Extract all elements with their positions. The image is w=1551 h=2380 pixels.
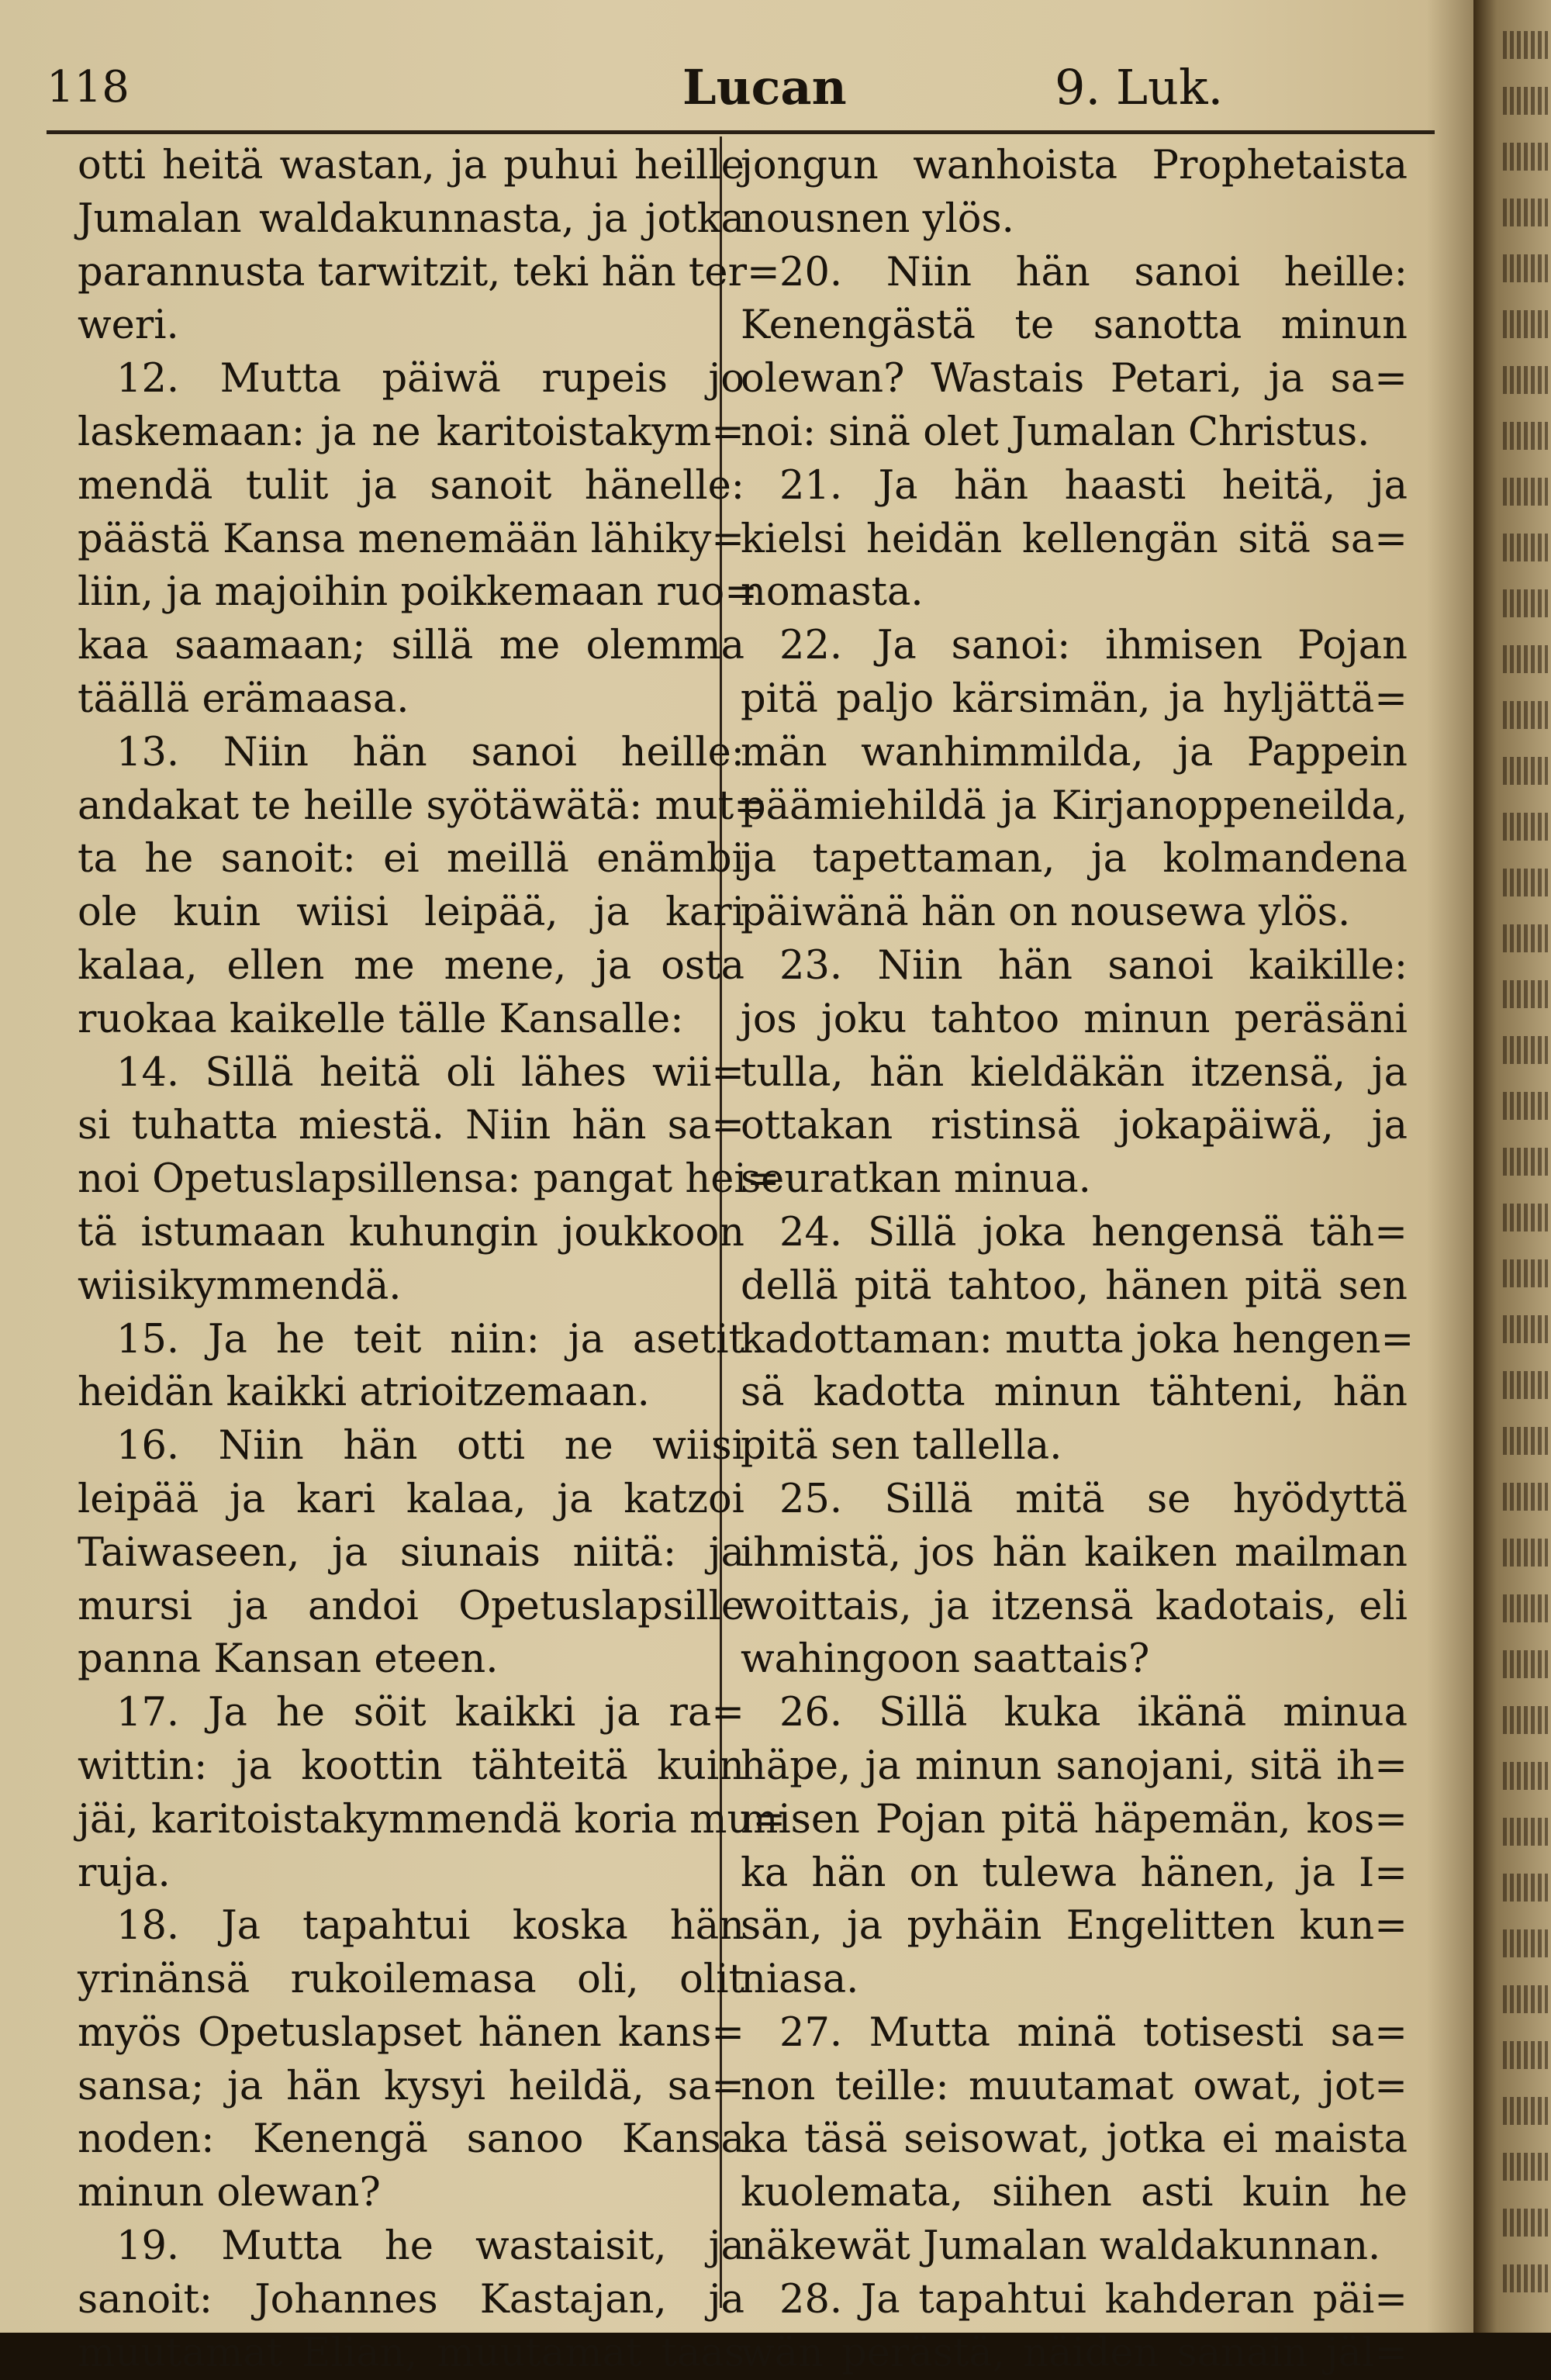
text-line: Taiwaseen, ja siunais niitä: ja (78, 1529, 744, 1576)
text-line: 23. Niin hän sanoi kaikille: (779, 942, 1408, 989)
text-line: 25. Sillä mitä se hyödyttä (779, 1476, 1408, 1522)
adjacent-page-text-fragment (1503, 1706, 1548, 1734)
text-line: seuratkan minua. (741, 1156, 1091, 1203)
text-line: si tuhatta miestä. Niin hän sa= (78, 1103, 744, 1149)
text-line: ottakan ristinsä jokapäiwä, ja (741, 1103, 1408, 1149)
text-line: tä istumaan kuhungin joukkoon (78, 1209, 744, 1256)
text-line: kaa saamaan; sillä me olemma (78, 623, 744, 669)
text-line: sanoit: Johannes Kastajan, ja (78, 2276, 744, 2323)
text-line: 13. Niin hän sanoi heille: (116, 729, 744, 775)
adjacent-page-text-fragment (1503, 1985, 1548, 2013)
adjacent-page-text-fragment (1503, 1092, 1548, 1120)
text-line: Kenengästä te sanotta minun (741, 302, 1408, 349)
adjacent-page-text-fragment (1503, 143, 1548, 171)
adjacent-page-text-fragment (1503, 1315, 1548, 1343)
text-line: andakat te heille syötäwätä: mut= (78, 782, 767, 829)
text-line: minun olewan? (78, 2170, 381, 2216)
text-line: jäi, karitoistakymmendä koria mu= (78, 1796, 786, 1843)
text-line: nousnen ylös. (741, 195, 1014, 242)
adjacent-page-text-fragment (1503, 1427, 1548, 1455)
text-line: ruokaa kaikelle tälle Kansalle: (78, 996, 684, 1042)
running-title: Lucan (682, 59, 847, 116)
text-line: ruja. (78, 1850, 171, 1896)
text-line: noi Opetuslapsillensa: pangat hei= (78, 1156, 780, 1203)
text-line: ka hän on tulewa hänen, ja I= (741, 1850, 1408, 1896)
text-line: päämiehildä ja Kirjanoppeneilda, (741, 782, 1408, 829)
text-line: mursi ja andoi Opetuslapsille (78, 1583, 744, 1629)
text-line: weri. (78, 302, 179, 349)
text-line: sän, ja pyhäin Engelitten kun= (741, 1903, 1408, 1950)
adjacent-page-text-fragment (1503, 1929, 1548, 1957)
text-line: 28. Ja tapahtui kahderan päi= (779, 2276, 1408, 2323)
text-line: mendä tulit ja sanoit hänelle: (78, 462, 744, 509)
page-gutter-shadow (1427, 0, 1473, 2333)
adjacent-page-text-fragment (1503, 1818, 1548, 1846)
adjacent-page-text-fragment (1503, 1204, 1548, 1231)
text-line: 19. Mutta he wastaisit, ja (116, 2223, 744, 2270)
adjacent-page-text-fragment (1503, 1371, 1548, 1399)
text-line: 17. Ja he söit kaikki ja ra= (116, 1690, 744, 1736)
text-line: misen Pojan pitä häpemän, kos= (741, 1796, 1408, 1843)
text-line: noden: Kenengä sanoo Kansa (78, 2116, 744, 2163)
text-line: wiisikymmendä. (78, 1263, 402, 1309)
text-line: näkewät Jumalan waldakunnan. (741, 2223, 1381, 2270)
text-line: olewan? Wastais Petari, ja sa= (741, 356, 1408, 402)
adjacent-page-text-fragment (1503, 757, 1548, 785)
text-line: panna Kansan eteen. (78, 1636, 499, 1683)
running-header (47, 54, 1435, 124)
text-line: wittin: ja koottin tähteitä kuin (78, 1743, 744, 1789)
text-line: ihmistä, jos hän kaiken mailman (741, 1529, 1408, 1576)
text-line: otti heitä wastan, ja puhui heille (78, 143, 744, 188)
text-line: kielsi heidän kellengän sitä sa= (741, 516, 1408, 562)
text-line: 24. Sillä joka hengensä täh= (779, 1209, 1408, 1256)
chapter-label: 9. Luk. (1055, 59, 1224, 116)
adjacent-page-text-fragment (1503, 2209, 1548, 2237)
adjacent-page-text-fragment (1503, 1594, 1548, 1622)
text-line: laskemaan: ja ne karitoistakym= (78, 409, 744, 455)
adjacent-page-text-fragment (1503, 589, 1548, 617)
adjacent-page-text-fragment (1503, 2264, 1548, 2292)
text-line: yrinänsä rukoilemasa oli, olit (78, 1957, 744, 2003)
text-line: 18. Ja tapahtui koska hän (116, 1903, 744, 1950)
text-line: ole kuin wiisi leipää, ja kari (78, 889, 744, 936)
left-column (78, 140, 786, 2380)
text-line: sansa; ja hän kysyi heildä, sa= (78, 2063, 744, 2109)
text-line: woittais, ja itzensä kadotais, eli (741, 1583, 1408, 1629)
text-line: häpe, ja minun sanojani, sitä ih= (741, 1743, 1408, 1789)
text-line: 16. Niin hän otti ne wiisi (116, 1423, 744, 1470)
text-line: ta he sanoit: ei meillä enämbi (78, 836, 744, 883)
text-line: 22. Ja sanoi: ihmisen Pojan (779, 623, 1408, 669)
text-line: kadottaman: mutta joka hengen= (741, 1316, 1415, 1363)
adjacent-page-text-fragment (1503, 1650, 1548, 1678)
text-line: myös Opetuslapset hänen kans= (78, 2009, 744, 2056)
adjacent-page-text-fragment (1503, 701, 1548, 729)
adjacent-page-text-fragment (1503, 1148, 1548, 1176)
text-line: 20. Niin hän sanoi heille: (779, 249, 1408, 295)
text-line: täällä erämaasa. (78, 675, 409, 722)
text-line: ka täsä seisowat, jotka ei maista (741, 2116, 1408, 2163)
text-line: pitä paljo kärsimän, ja hyljättä= (741, 675, 1408, 722)
adjacent-page-text-fragment (1503, 366, 1548, 394)
adjacent-page-text-fragment (1503, 1036, 1548, 1064)
text-line: tulla, hän kieldäkän itzensä, ja (741, 1049, 1408, 1096)
adjacent-page-text-fragment (1503, 813, 1548, 841)
text-line: 14. Sillä heitä oli lähes wii= (116, 1049, 744, 1096)
adjacent-page-text-fragment (1503, 1259, 1548, 1287)
text-line: leipää ja kari kalaa, ja katzoi (78, 1476, 744, 1522)
right-column (741, 140, 1415, 2380)
text-line: sä kadotta minun tähteni, hän (741, 1370, 1408, 1416)
adjacent-page-text-fragment (1503, 869, 1548, 896)
text-line: päiwänä hän on nousewa ylös. (741, 889, 1351, 936)
text-line: 15. Ja he teit niin: ja asetit (116, 1316, 744, 1363)
text-line: 21. Ja hän haasti heitä, ja (779, 462, 1408, 509)
adjacent-page-text-fragment (1503, 980, 1548, 1008)
adjacent-page-text-fragment (1503, 1874, 1548, 1902)
header-rule (47, 130, 1435, 134)
text-line: pitä sen tallella. (741, 1423, 1062, 1470)
text-line: dellä pitä tahtoo, hänen pitä sen (741, 1263, 1408, 1309)
text-line: niasa. (741, 1957, 859, 2003)
text-line: wän perästä, näiden sanain jäl= (741, 2330, 1408, 2376)
adjacent-page-text-fragment (1503, 2097, 1548, 2125)
adjacent-page-text-fragment (1503, 1539, 1548, 1567)
text-line: män wanhimmilda, ja Pappein (741, 729, 1408, 775)
adjacent-page-text-fragment (1503, 31, 1548, 59)
text-line: heidän kaikki atrioitzemaan. (78, 1370, 650, 1416)
text-line: Jumalan waldakunnasta, ja jotka (78, 195, 744, 242)
text-line: jongun wanhoista Prophetaista (741, 143, 1408, 188)
page-number: 118 (47, 62, 130, 112)
text-line: liin, ja majoihin poikkemaan ruo= (78, 569, 758, 616)
adjacent-page-text-fragment (1503, 478, 1548, 506)
text-line: noi: sinä olet Jumalan Christus. (741, 409, 1370, 455)
text-line: 27. Mutta minä totisesti sa= (779, 2009, 1408, 2056)
text-line: ja tapettaman, ja kolmandena (741, 836, 1408, 883)
adjacent-page-text-fragment (1503, 199, 1548, 226)
adjacent-page-text-fragment (1503, 310, 1548, 338)
adjacent-page-text-fragment (1503, 254, 1548, 282)
text-line: päästä Kansa menemään lähiky= (78, 516, 744, 562)
text-line: 26. Sillä kuka ikänä minua (779, 1690, 1408, 1736)
text-line: kuolemata, siihen asti kuin he (741, 2170, 1408, 2216)
adjacent-page-edge (1473, 0, 1551, 2333)
text-line: nomasta. (741, 569, 924, 616)
adjacent-page-text-fragment (1503, 2153, 1548, 2181)
text-line: kalaa, ellen me mene, ja osta (78, 942, 744, 989)
text-line: parannusta tarwitzit, teki hän ter= (78, 249, 780, 295)
adjacent-page-text-fragment (1503, 1762, 1548, 1790)
text-line: muutamat Elian, muutamat taas (78, 2330, 744, 2376)
text-line: non teille: muutamat owat, jot= (741, 2063, 1408, 2109)
adjacent-page-text-fragment (1503, 87, 1548, 115)
adjacent-page-text-fragment (1503, 1483, 1548, 1511)
adjacent-page-text-fragment (1503, 534, 1548, 561)
adjacent-page-text-fragment (1503, 2041, 1548, 2069)
text-line: jos joku tahtoo minun peräsäni (741, 996, 1408, 1042)
adjacent-page-text-fragment (1503, 924, 1548, 952)
adjacent-page-text-fragment (1503, 422, 1548, 450)
text-line: wahingoon saattais? (741, 1636, 1150, 1683)
text-line: 12. Mutta päiwä rupeis jo (116, 356, 744, 402)
adjacent-page-text-fragment (1503, 645, 1548, 673)
